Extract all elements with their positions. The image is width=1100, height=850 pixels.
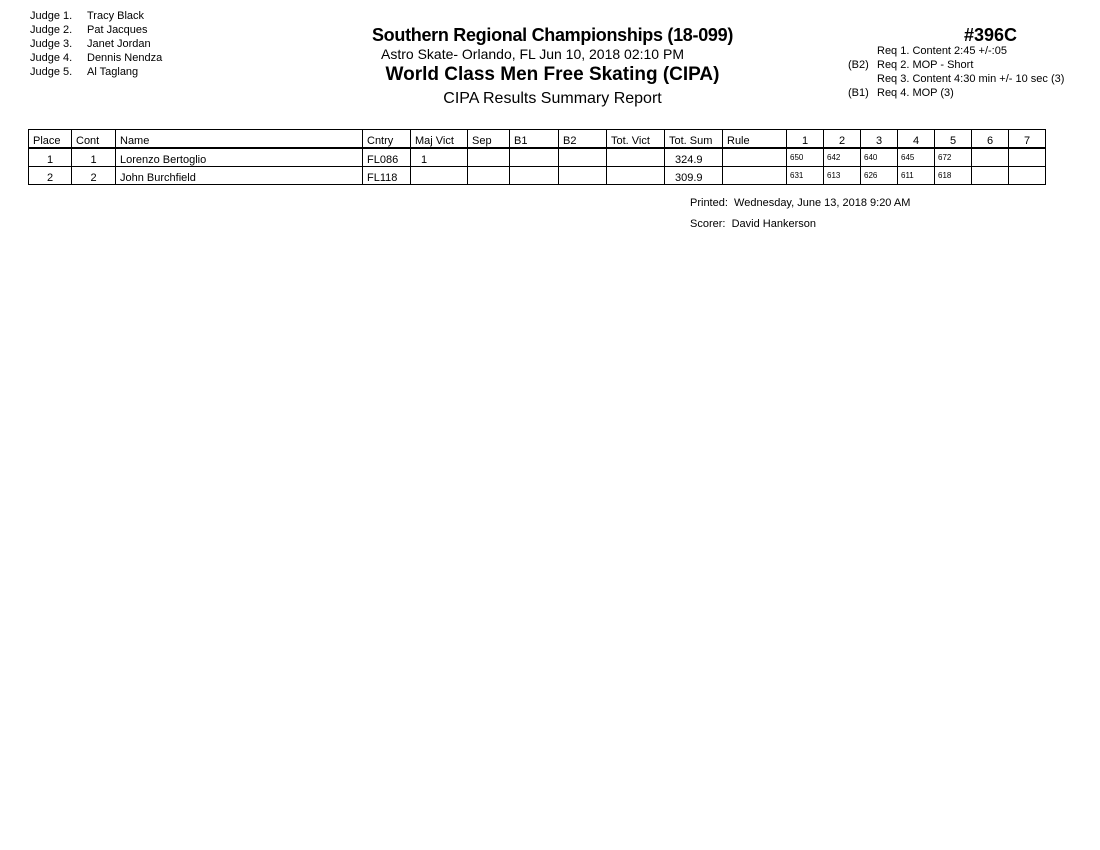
requirement-text: Req 3. Content 4:30 min +/- 10 sec (3) (877, 73, 1065, 85)
maj-vict-cell: 1 (411, 148, 468, 167)
column-header-place: Place (29, 130, 72, 149)
maj-vict-cell (411, 167, 468, 185)
place-cell: 2 (29, 167, 72, 185)
report-title: CIPA Results Summary Report (443, 90, 662, 107)
judge-score-cell: 645 (898, 148, 935, 167)
judge-score-cell: 611 (898, 167, 935, 185)
b2-cell (559, 148, 607, 167)
judge-label: Judge 3. (30, 38, 73, 50)
column-header-maj-vict: Maj Vict (411, 130, 468, 149)
judge-score-cell: 642 (824, 148, 861, 167)
column-header-cntry: Cntry (363, 130, 411, 149)
judge-score-cell: 672 (935, 148, 972, 167)
column-header-name: Name (116, 130, 363, 149)
requirement-text: Req 1. Content 2:45 +/-:05 (877, 45, 1007, 57)
skater-name-cell: John Burchfield (116, 167, 363, 185)
judge-label: Judge 5. (30, 66, 73, 78)
judge-name: Janet Jordan (87, 38, 151, 50)
requirement-prefix: (B1) (848, 87, 869, 99)
column-header-judge-7: 7 (1009, 130, 1046, 149)
tot-vict-cell (607, 167, 665, 185)
event-number: #396C (964, 25, 1018, 45)
judge-score-cell: 631 (787, 167, 824, 185)
judge-name: Pat Jacques (87, 24, 148, 36)
requirement-prefix: (B2) (848, 59, 869, 71)
column-header-judge-6: 6 (972, 130, 1009, 149)
printed-label: Printed: (690, 197, 728, 209)
column-header-b2: B2 (559, 130, 607, 149)
scorer-name: David Hankerson (731, 218, 816, 230)
judge-name: Al Taglang (87, 66, 139, 78)
judge-label: Judge 2. (30, 24, 73, 36)
table-row (29, 167, 1046, 185)
printed-date: Wednesday, June 13, 2018 9:20 AM (734, 197, 911, 209)
scorer-label: Scorer: (690, 218, 726, 230)
column-header-judge-4: 4 (898, 130, 935, 149)
column-header-judge-3: 3 (861, 130, 898, 149)
judge-label: Judge 4. (30, 52, 73, 64)
judge-score-cell: 640 (861, 148, 898, 167)
table-row (29, 148, 1046, 167)
requirement-text: Req 4. MOP (3) (877, 87, 954, 99)
judge-row (30, 65, 162, 79)
column-header-cont: Cont (72, 130, 116, 149)
requirement-text: Req 2. MOP - Short (877, 59, 974, 71)
judge-name: Dennis Nendza (87, 52, 163, 64)
judge-score-cell: 626 (861, 167, 898, 185)
column-header-b1: B1 (510, 130, 559, 149)
judge-score-cell (972, 167, 1009, 185)
cont-cell: 1 (72, 148, 116, 167)
judge-row (30, 37, 162, 51)
event-class-title: World Class Men Free Skating (CIPA) (385, 64, 720, 85)
column-header-judge-5: 5 (935, 130, 972, 149)
report-header (330, 24, 775, 109)
requirements-list (848, 44, 1064, 100)
requirement-row (848, 58, 1064, 72)
column-header-tot-sum: Tot. Sum (665, 130, 723, 149)
judges-list (30, 9, 162, 79)
b2-cell (559, 167, 607, 185)
tot-sum-cell: 324.9 (665, 148, 723, 167)
requirement-row (848, 44, 1064, 58)
column-header-judge-2: 2 (824, 130, 861, 149)
column-header-judge-1: 1 (787, 130, 824, 149)
cont-cell: 2 (72, 167, 116, 185)
rule-cell (723, 167, 787, 185)
skater-name-cell: Lorenzo Bertoglio (116, 148, 363, 167)
judge-score-cell (1009, 167, 1046, 185)
championship-title: Southern Regional Championships (18-099) (371, 25, 734, 45)
judge-row (30, 9, 162, 23)
judge-score-cell: 613 (824, 167, 861, 185)
report-footer (690, 193, 910, 235)
event-location: Astro Skate- Orlando, FL Jun 10, 2018 02:10 PM (381, 46, 684, 62)
rule-cell (723, 148, 787, 167)
judge-label: Judge 1. (30, 10, 73, 22)
place-cell: 1 (29, 148, 72, 167)
judge-score-cell: 618 (935, 167, 972, 185)
judge-score-cell (1009, 148, 1046, 167)
printed-line (690, 193, 910, 214)
table-header-row (29, 130, 1046, 149)
scorer-line (690, 214, 910, 235)
tot-vict-cell (607, 148, 665, 167)
results-table (28, 129, 1046, 185)
judge-score-cell (972, 148, 1009, 167)
judge-row (30, 23, 162, 37)
requirement-row (848, 72, 1064, 86)
cntry-cell: FL118 (363, 167, 411, 185)
column-header-sep: Sep (468, 130, 510, 149)
tot-sum-cell: 309.9 (665, 167, 723, 185)
judge-row (30, 51, 162, 65)
column-header-rule: Rule (723, 130, 787, 149)
judge-score-cell: 650 (787, 148, 824, 167)
cntry-cell: FL086 (363, 148, 411, 167)
judge-name: Tracy Black (87, 10, 145, 22)
b1-cell (510, 148, 559, 167)
b1-cell (510, 167, 559, 185)
sep-cell (468, 148, 510, 167)
sep-cell (468, 167, 510, 185)
column-header-tot-vict: Tot. Vict (607, 130, 665, 149)
requirement-row (848, 86, 1064, 100)
